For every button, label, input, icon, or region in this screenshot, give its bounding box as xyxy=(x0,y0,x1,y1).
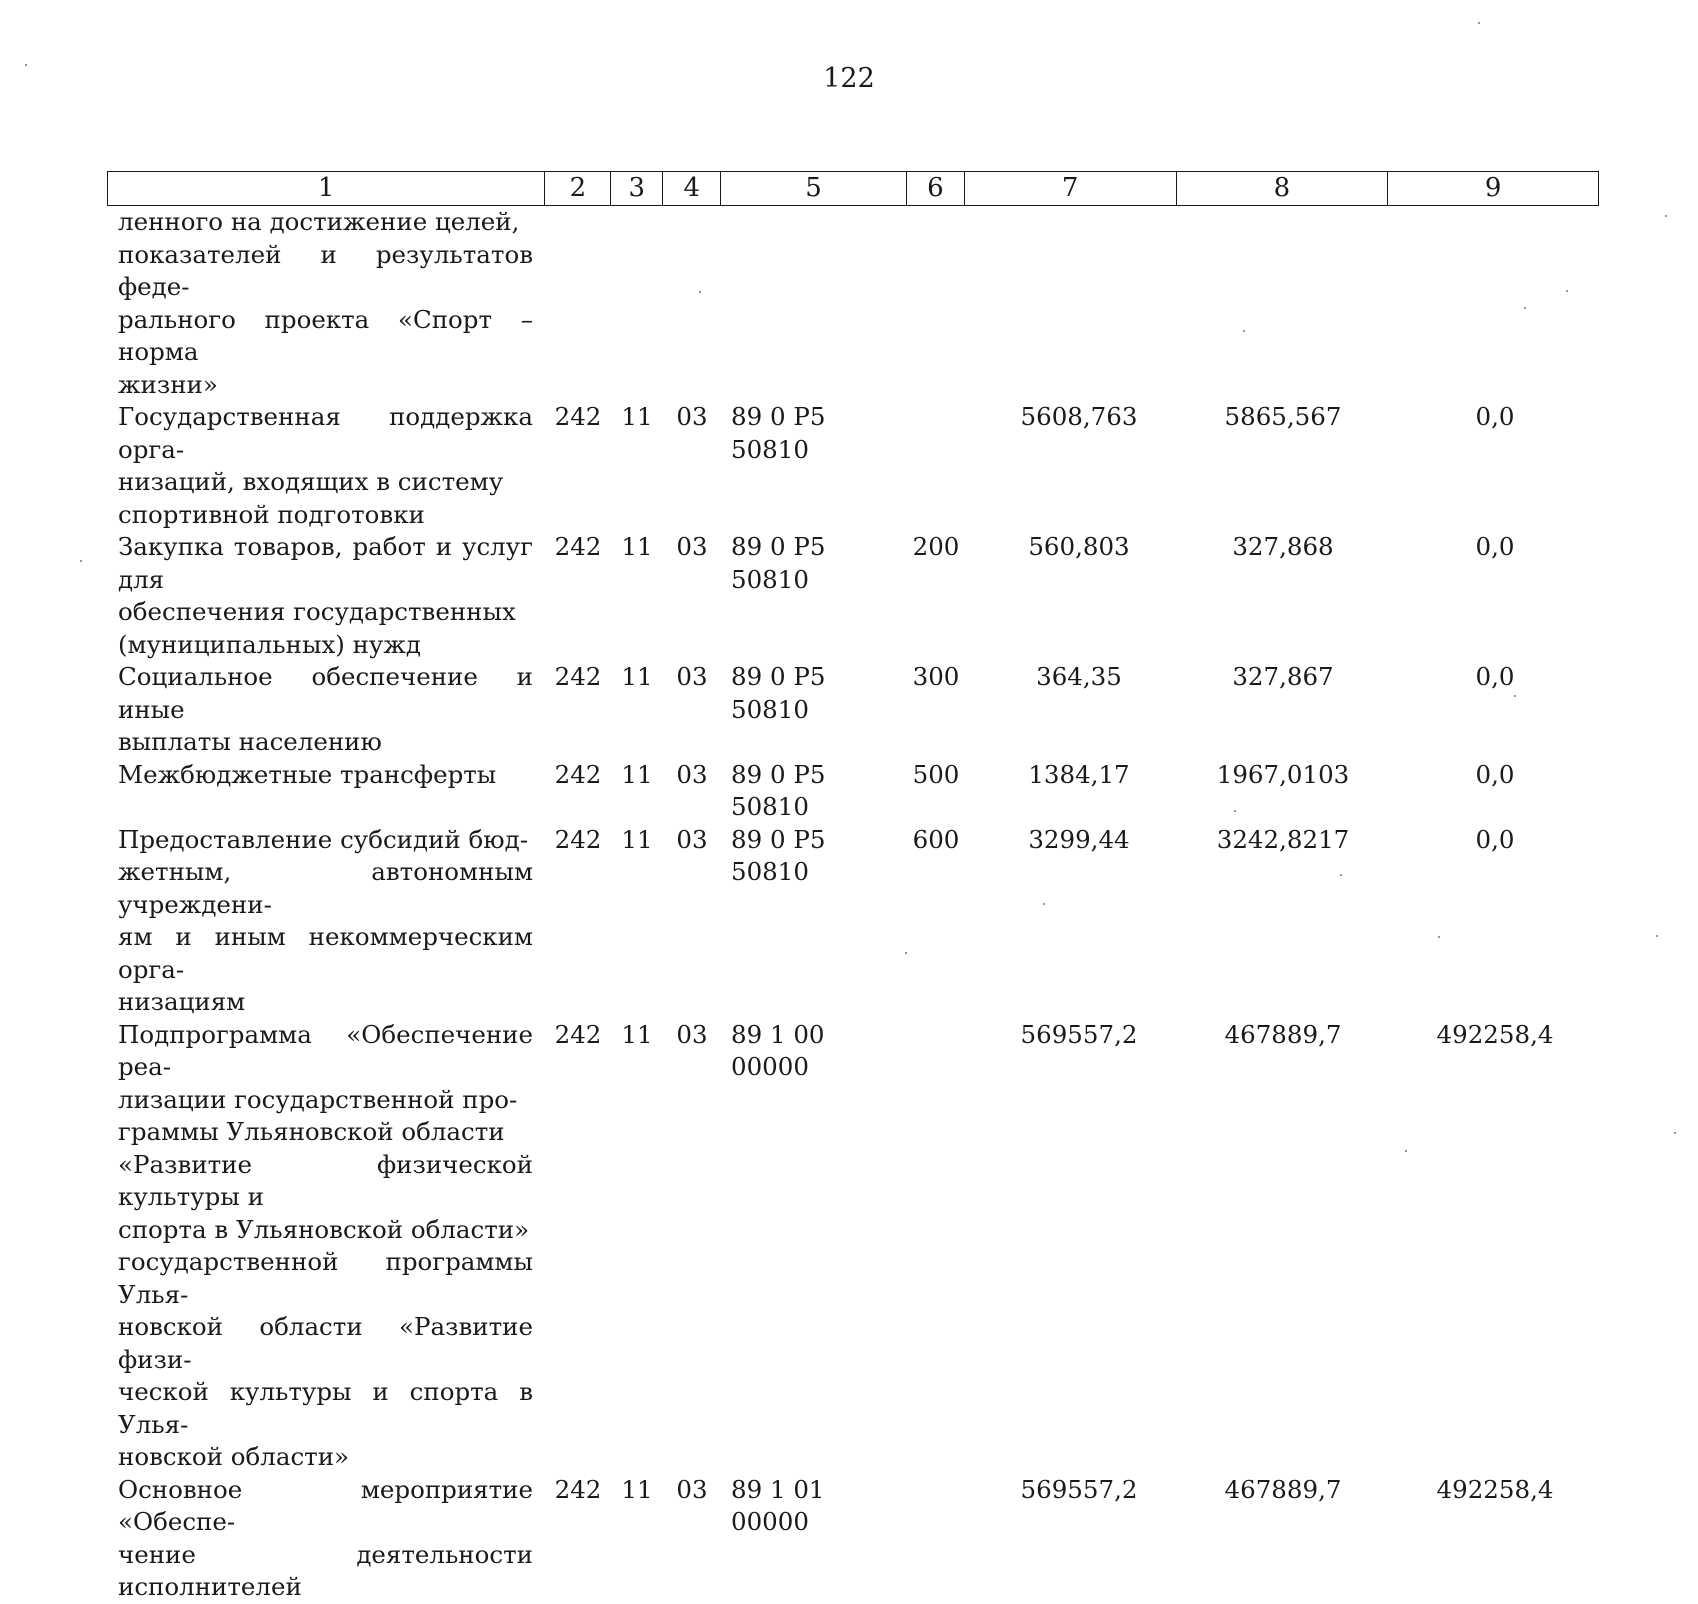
cell-col-4 xyxy=(663,206,721,401)
description-line: Основное мероприятие «Обеспе- xyxy=(118,1474,533,1536)
cell-col-6: 300 xyxy=(912,662,960,691)
cell-col-6: 200 xyxy=(912,532,960,561)
cell-col-2: 242 xyxy=(554,1019,602,1049)
cell-col-5: 89 1 01 00000 xyxy=(731,1474,825,1536)
header-col-1: 1 xyxy=(108,172,545,205)
cell-col-4: 03 xyxy=(676,759,708,789)
cell-col-7: 5608,763 xyxy=(1020,402,1138,431)
cell-col-3: 11 xyxy=(621,402,653,431)
table-row xyxy=(107,401,1599,531)
row-description xyxy=(107,661,545,759)
cell-col-3: 11 xyxy=(621,759,653,789)
cell-col-6: 600 xyxy=(912,824,960,854)
scan-speck xyxy=(905,952,907,954)
scan-speck xyxy=(80,560,82,562)
cell-col-8: 327,868 xyxy=(1232,532,1334,561)
cell-col-8 xyxy=(1177,206,1389,401)
row-description xyxy=(107,824,545,1019)
description-line: рального проекта «Спорт – норма xyxy=(118,304,533,366)
cell-col-6 xyxy=(907,401,965,531)
description-line: ленного на достижение целей, xyxy=(118,207,520,236)
cell-col-8: 467889,7 xyxy=(1224,1474,1342,1504)
scan-speck xyxy=(1243,330,1245,332)
description-line: чение деятельности исполнителей xyxy=(118,1539,533,1601)
cell-col-3: 11 xyxy=(621,1019,653,1049)
description-line: Государственная поддержка орга- xyxy=(118,402,533,464)
page-number: 122 xyxy=(823,63,875,94)
scan-speck xyxy=(1656,935,1658,937)
cell-col-5: 89 0 P5 50810 xyxy=(731,759,826,821)
cell-col-5: 89 0 P5 50810 xyxy=(731,402,826,464)
table-header xyxy=(107,171,1599,206)
scan-speck xyxy=(25,64,27,66)
cell-col-7: 3299,44 xyxy=(1028,824,1130,854)
row-description xyxy=(107,206,545,401)
header-col-4: 4 xyxy=(663,172,721,205)
description-line: ям и иным некоммерческим орга- xyxy=(118,922,533,984)
cell-col-7 xyxy=(965,206,1177,401)
header-col-5: 5 xyxy=(721,172,907,205)
description-line: низаций, входящих в систему xyxy=(118,467,504,496)
cell-col-8: 3242,8217 xyxy=(1216,824,1350,854)
header-col-2: 2 xyxy=(545,172,611,205)
table-body xyxy=(107,206,1599,1604)
scan-speck xyxy=(1043,903,1045,905)
description-line: показателей и результатов феде- xyxy=(118,239,533,301)
scan-speck xyxy=(1514,695,1516,697)
row-description xyxy=(107,759,545,824)
cell-col-2: 242 xyxy=(554,759,602,789)
row-description xyxy=(107,401,545,531)
cell-col-6: 500 xyxy=(912,759,960,789)
description-line: выплаты населению xyxy=(118,727,382,756)
scan-speck xyxy=(1438,936,1440,938)
cell-col-9: 0,0 xyxy=(1475,532,1515,561)
cell-col-2: 242 xyxy=(554,1474,602,1504)
cell-col-8: 467889,7 xyxy=(1224,1019,1342,1049)
cell-col-3 xyxy=(611,206,663,401)
cell-col-3: 11 xyxy=(621,662,653,691)
cell-col-5: 89 0 P5 50810 xyxy=(731,662,826,724)
cell-col-6 xyxy=(907,1019,965,1474)
table-row xyxy=(107,824,1599,1019)
cell-col-5 xyxy=(721,206,907,401)
cell-col-3: 11 xyxy=(621,532,653,561)
cell-col-5: 89 1 00 00000 xyxy=(731,1019,825,1081)
description-line: обеспечения государственных xyxy=(118,597,516,626)
scan-speck xyxy=(1234,810,1236,812)
cell-col-4: 03 xyxy=(676,402,708,431)
cell-col-7: 364,35 xyxy=(1036,662,1122,691)
scan-speck xyxy=(699,291,701,293)
cell-col-9: 0,0 xyxy=(1475,662,1515,691)
header-col-8: 8 xyxy=(1177,172,1389,205)
cell-col-5: 89 0 P5 50810 xyxy=(731,824,826,886)
description-line: низациям xyxy=(118,987,246,1016)
description-line: «Развитие физической культуры и xyxy=(118,1149,533,1211)
table-row xyxy=(107,1474,1599,1604)
header-col-6: 6 xyxy=(907,172,965,205)
cell-col-7: 569557,2 xyxy=(1020,1019,1138,1049)
header-col-9: 9 xyxy=(1484,173,1502,203)
description-line: граммы Ульяновской области xyxy=(118,1117,505,1146)
cell-col-8: 5865,567 xyxy=(1224,402,1342,431)
description-line: Межбюджетные трансферты xyxy=(118,759,497,789)
cell-col-2: 242 xyxy=(554,532,602,561)
scan-speck xyxy=(1665,215,1667,217)
cell-col-3: 11 xyxy=(621,824,653,854)
description-line: (муниципальных) нужд xyxy=(118,629,421,659)
cell-col-2: 242 xyxy=(554,824,602,854)
description-line: Предоставление субсидий бюд- xyxy=(118,824,528,854)
scan-speck xyxy=(1405,1150,1407,1152)
description-line: новской области» xyxy=(118,1442,350,1471)
table-row xyxy=(107,206,1599,401)
header-col-3: 3 xyxy=(611,172,663,205)
description-line: государственной программы Улья- xyxy=(118,1247,533,1309)
description-line: жизни» xyxy=(118,369,218,399)
cell-col-4: 03 xyxy=(676,662,708,691)
description-line: Социальное обеспечение и иные xyxy=(118,662,533,724)
cell-col-7: 1384,17 xyxy=(1028,759,1130,789)
cell-col-8: 327,867 xyxy=(1232,662,1334,691)
row-description xyxy=(107,531,545,661)
table-row xyxy=(107,531,1599,661)
cell-col-9: 492258,4 xyxy=(1436,1474,1554,1504)
cell-col-7: 560,803 xyxy=(1028,532,1130,561)
cell-col-7: 569557,2 xyxy=(1020,1474,1138,1504)
cell-col-4: 03 xyxy=(676,1474,708,1504)
table-row xyxy=(107,1019,1599,1474)
description-line: спорта в Ульяновской области» xyxy=(118,1214,530,1244)
cell-col-9: 0,0 xyxy=(1475,824,1515,854)
scan-speck xyxy=(1674,1132,1676,1134)
description-line: Подпрограмма «Обеспечение реа- xyxy=(118,1019,533,1081)
row-description xyxy=(107,1474,545,1604)
row-description xyxy=(107,1019,545,1474)
cell-col-4: 03 xyxy=(676,1019,708,1049)
description-line: ческой культуры и спорта в Улья- xyxy=(118,1377,533,1439)
cell-col-6 xyxy=(907,1474,965,1604)
scan-speck xyxy=(1566,290,1568,292)
cell-col-4: 03 xyxy=(676,824,708,854)
scan-speck xyxy=(1524,307,1526,309)
description-line: спортивной подготовки xyxy=(118,499,425,529)
description-line: новской области «Развитие физи- xyxy=(118,1312,533,1374)
table-row xyxy=(107,759,1599,824)
description-line: Закупка товаров, работ и услуг для xyxy=(118,532,533,594)
cell-col-2: 242 xyxy=(554,662,602,691)
cell-col-9: 0,0 xyxy=(1475,759,1515,789)
cell-col-9 xyxy=(1389,206,1599,401)
description-line: лизации государственной про- xyxy=(118,1084,518,1114)
cell-col-5: 89 0 P5 50810 xyxy=(731,532,826,594)
scan-speck xyxy=(1478,22,1480,24)
cell-col-2 xyxy=(545,206,611,401)
cell-col-6 xyxy=(907,206,965,401)
cell-col-3: 11 xyxy=(621,1474,653,1504)
cell-col-8: 1967,0103 xyxy=(1216,759,1350,789)
header-col-7: 7 xyxy=(965,172,1177,205)
cell-col-9: 0,0 xyxy=(1475,402,1515,431)
scan-speck xyxy=(1340,874,1342,876)
cell-col-2: 242 xyxy=(554,402,602,431)
cell-col-9: 492258,4 xyxy=(1436,1019,1554,1049)
table-row xyxy=(107,661,1599,759)
description-line: жетным, автономным учреждени- xyxy=(118,857,533,919)
cell-col-4: 03 xyxy=(676,532,708,561)
